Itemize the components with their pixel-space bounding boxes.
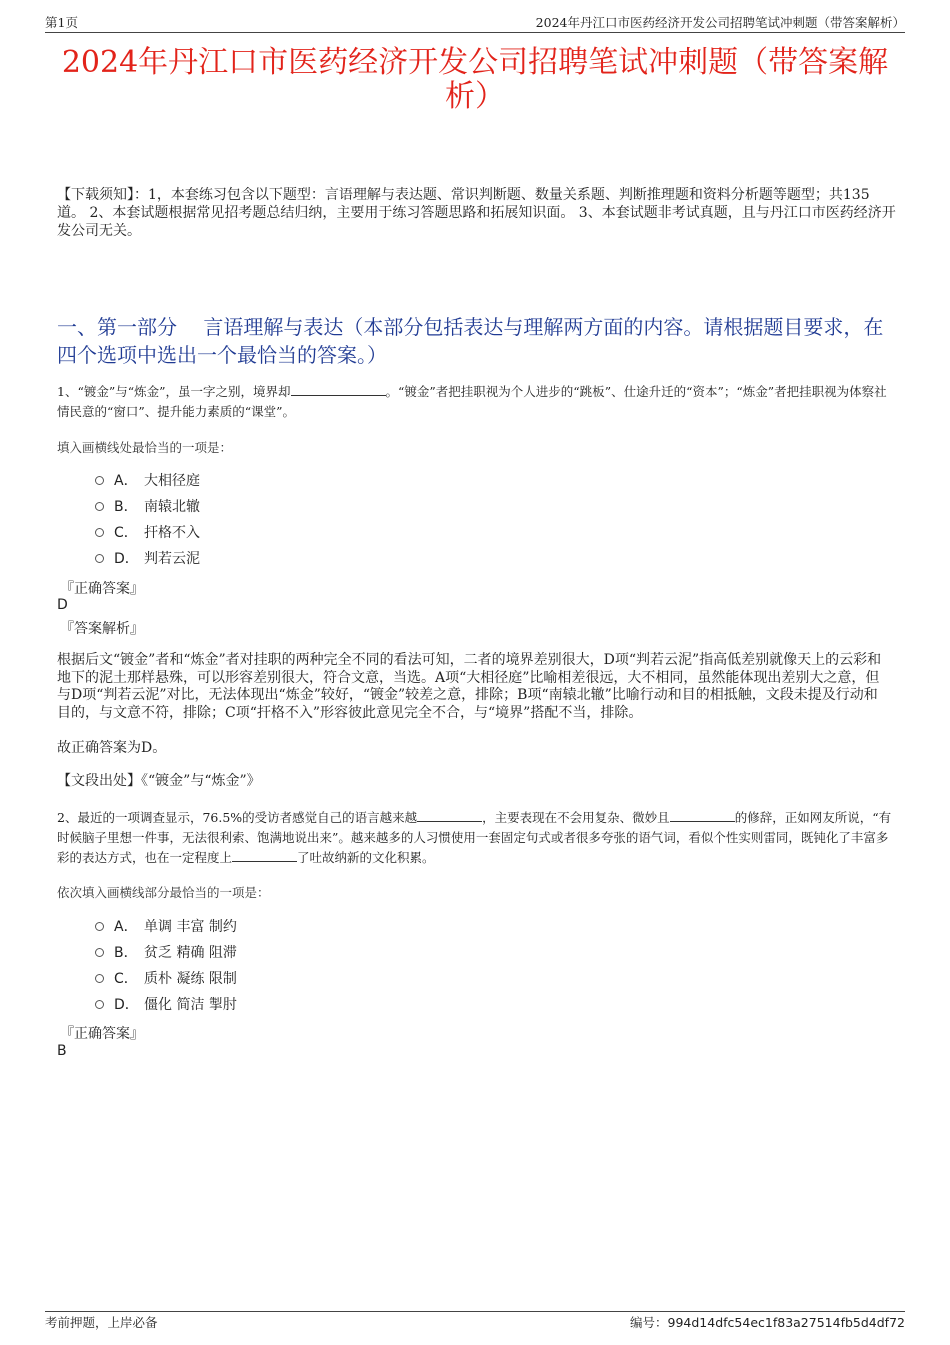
question-1-text: 1、“镀金”与“炼金”，虽一字之别，境界却 。“镀金”者把挂职视为个人进步的“跳板”、仕途升迁的“资本”；“炼金”者把挂职视为体察社情民意的“窗口”、提升能力素质的“课堂”。 — [57, 384, 887, 419]
question-1-answer-label: 『正确答案』 — [60, 581, 144, 597]
fill-blank — [291, 383, 386, 396]
radio-icon[interactable] — [95, 1000, 104, 1009]
footer-slogan: 考前押题，上岸必备 — [45, 1315, 158, 1330]
question-1-option-a[interactable]: A． 大相径庭 — [95, 467, 200, 493]
question-2-options — [95, 913, 237, 1017]
question-2-answer: B — [57, 1043, 67, 1059]
radio-icon[interactable] — [95, 554, 104, 563]
fill-blank — [670, 809, 735, 822]
radio-icon[interactable] — [95, 528, 104, 537]
question-1-prompt: 填入画横线处最恰当的一项是： — [57, 440, 233, 455]
question-1-analysis: 根据后文“镀金”者和“炼金”者对挂职的两种完全不同的看法可知，二者的境界差别很大，D项“判若云泥”指高低差别就像天上的云彩和地下的泥土那样悬殊，可以形容差别很大，符合文意，当选。A项“大相径庭”比喻相差很远，大不相同，虽然能体现出差别大之意，但与D项“判若云泥”对比，无法体现出“炼金”较好，“镀金”较差之意，排除；B项“南辕北辙”比喻行动和目的相抵触，文段未提及行动和目的，与文意不符，排除；C项“扞格不入”形容彼此意见完全不合，与“境界”搭配不当，排除。 — [57, 652, 882, 721]
download-notice: 【下载须知】：1，本套练习包含以下题型：言语理解与表达题、常识判断题、数量关系题、判断推理题和资料分析题等题型；共135道。 2、本套试题根据常见招考题总结归纳，主要用于练习答题思路和拓展知识面。 3、本套试题非考试真题，且与丹江口市医药经济开发公司无关。 — [57, 187, 896, 239]
fill-blank — [232, 849, 297, 862]
question-2-option-d[interactable]: D． 僵化 简洁 掣肘 — [95, 991, 237, 1017]
radio-icon[interactable] — [95, 476, 104, 485]
page-number: 第1页 — [45, 15, 78, 30]
question-2-option-a[interactable]: A． 单调 丰富 制约 — [95, 913, 237, 939]
question-1-source: 【文段出处】《“镀金”与“炼金”》 — [57, 773, 261, 789]
question-1-analysis-label: 『答案解析』 — [60, 621, 144, 637]
footer-code: 编号：994d14dfc54ec1f83a27514fb5d4df72 — [630, 1315, 905, 1330]
question-1-options — [95, 467, 200, 571]
fill-blank — [417, 809, 482, 822]
radio-icon[interactable] — [95, 502, 104, 511]
question-1-option-d[interactable]: D． 判若云泥 — [95, 545, 200, 571]
radio-icon[interactable] — [95, 948, 104, 957]
document-title: 2024年丹江口市医药经济开发公司招聘笔试冲刺题（带答案解析） — [61, 45, 889, 114]
question-2-answer-label: 『正确答案』 — [60, 1026, 144, 1042]
question-1-option-c[interactable]: C． 扞格不入 — [95, 519, 200, 545]
question-1-conclusion: 故正确答案为D。 — [57, 740, 167, 756]
question-2-prompt: 依次填入画横线部分最恰当的一项是： — [57, 885, 270, 900]
radio-icon[interactable] — [95, 922, 104, 931]
page-footer — [45, 1311, 905, 1332]
section-heading: 一、第一部分 言语理解与表达（本部分包括表达与理解两方面的内容。请根据题目要求，在四个选项中选出一个最恰当的答案。） — [57, 315, 884, 367]
page-header — [45, 12, 905, 33]
question-2-option-c[interactable]: C． 质朴 凝练 限制 — [95, 965, 237, 991]
question-1-option-b[interactable]: B． 南辕北辙 — [95, 493, 200, 519]
question-2-text: 2、最近的一项调查显示，76.5%的受访者感觉自己的语言越来越 ，主要表现在不会用复杂、微妙且 的修辞，正如网友所说，“有时候脑子里想一件事，无法很利索、饱满地说出来”。越来越多的人习惯使用一套固定句式或者很多夸张的语气词，看似个性实则雷同，既钝化了丰富多彩的表达方式，也在一定程度上 了吐故纳新的文化积累。 — [57, 810, 892, 865]
header-doc-title: 2024年丹江口市医药经济开发公司招聘笔试冲刺题（带答案解析） — [535, 15, 905, 30]
question-2-option-b[interactable]: B． 贫乏 精确 阻滞 — [95, 939, 237, 965]
question-1-answer: D — [57, 597, 68, 613]
radio-icon[interactable] — [95, 974, 104, 983]
